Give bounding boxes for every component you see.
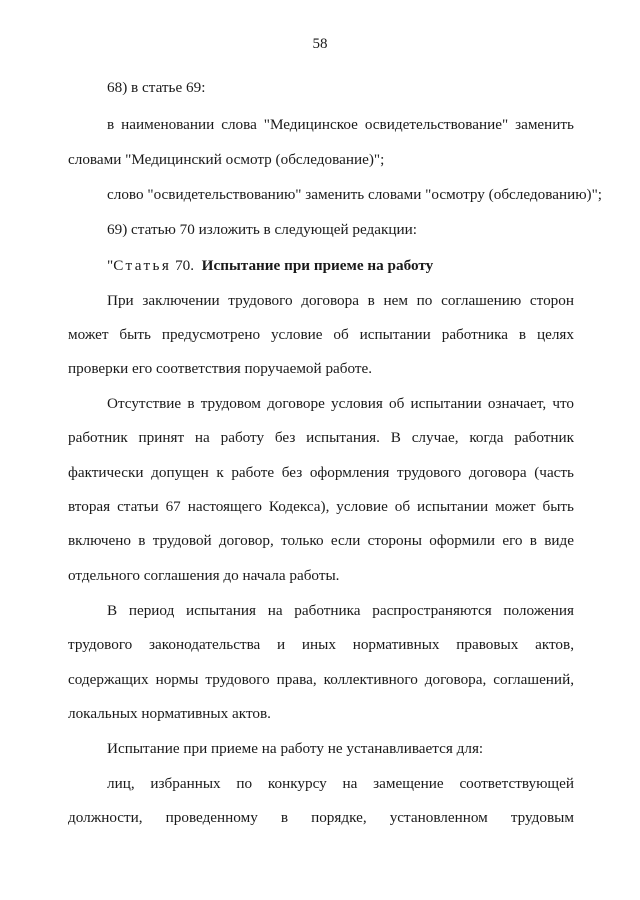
text-line: работник принят на работу без испытания. В случае, когда работник: [68, 429, 574, 446]
text-line: Отсутствие в трудовом договоре условия об испытании означает, что: [107, 395, 574, 412]
text-line: лиц, избранных по конкурсу на замещение соответствующей: [107, 775, 574, 792]
text-line: включено в трудовой договор, только если стороны оформили его в виде: [68, 532, 574, 549]
text-line: в наименовании слова "Медицинское освидетельствование" заменить: [107, 116, 574, 133]
text-line: 68) в статье 69:: [107, 79, 206, 96]
text-line: проверки его соответствия поручаемой работе.: [68, 360, 373, 377]
text-line: содержащих нормы трудового права, коллективного договора, соглашений,: [68, 671, 574, 688]
text-line: трудового законодательства и иных нормативных правовых актов,: [68, 636, 574, 653]
text-line: 69) статью 70 изложить в следующей редакции:: [107, 221, 417, 238]
article-word: Статья: [113, 257, 172, 274]
text-line: В период испытания на работника распространяются положения: [107, 602, 574, 619]
article-heading: [107, 256, 433, 276]
text-line: При заключении трудового договора в нем по соглашению сторон: [107, 292, 574, 309]
article-number: 70.: [175, 257, 195, 274]
text-line: отдельного соглашения до начала работы.: [68, 567, 340, 584]
text-line: локальных нормативных актов.: [68, 705, 271, 722]
page-number: 58: [312, 36, 328, 52]
opening-quote: ": [107, 257, 114, 274]
text-line: вторая статьи 67 настоящего Кодекса), условие об испытании может быть: [68, 498, 574, 515]
text-line: слово "освидетельствованию" заменить словами "осмотру (обследованию)";: [107, 186, 603, 203]
text-line: Испытание при приеме на работу не устанавливается для:: [107, 740, 484, 757]
article-title: Испытание при приеме на работу: [201, 257, 434, 274]
text-line: фактически допущен к работе без оформления трудового договора (часть: [68, 464, 574, 481]
text-line: должности, проведенному в порядке, установленном трудовым: [68, 809, 574, 826]
text-line: может быть предусмотрено условие об испытании работника в целях: [68, 326, 574, 343]
text-line: словами "Медицинский осмотр (обследование)";: [68, 151, 385, 168]
